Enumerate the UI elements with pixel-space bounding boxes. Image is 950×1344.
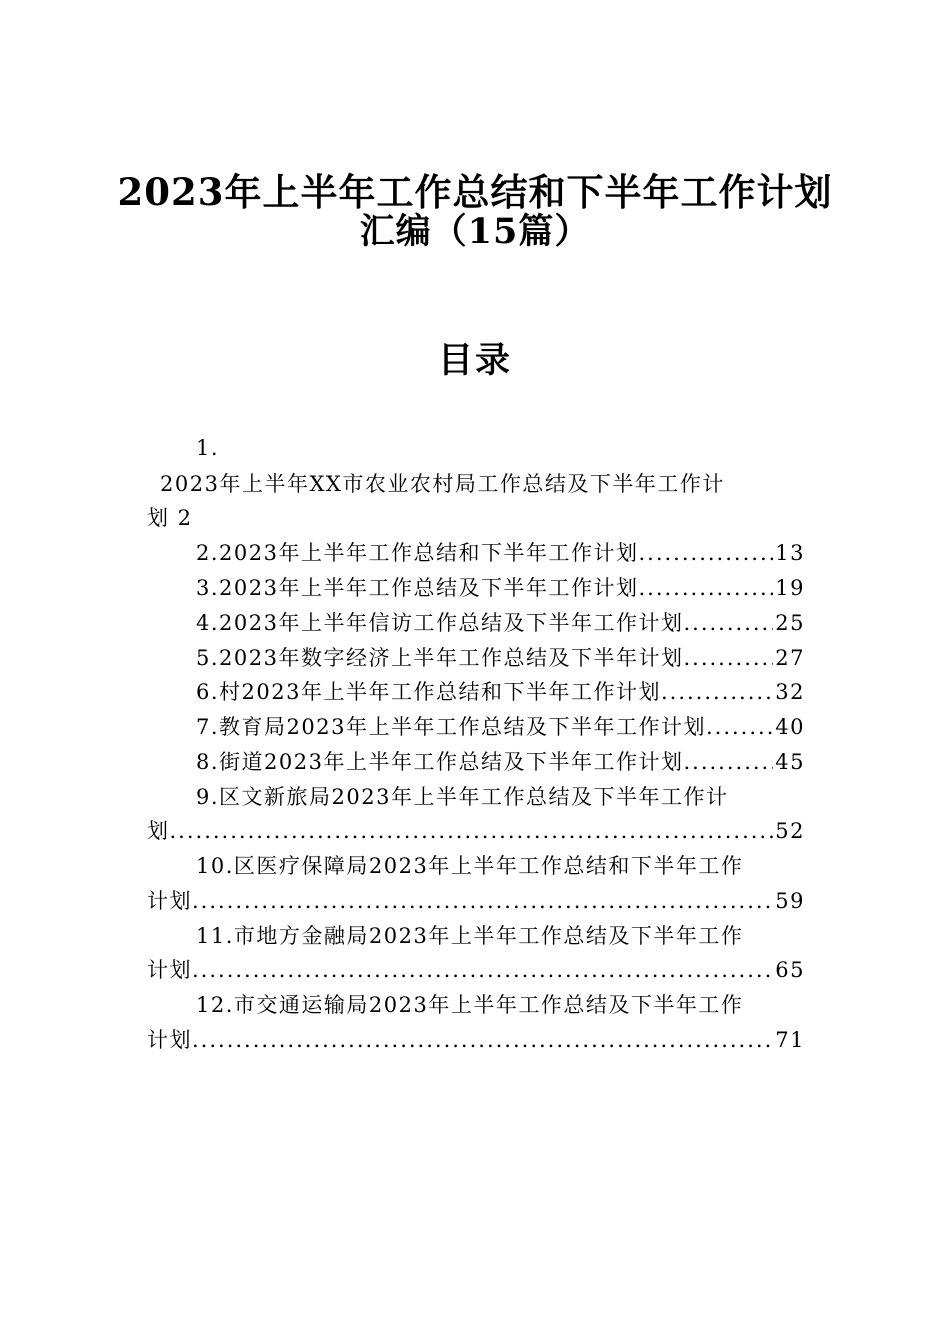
toc-item-cont[interactable] bbox=[147, 1026, 805, 1054]
toc-item-title: 7.教育局2023年上半年工作总结及下半年工作计划 bbox=[196, 715, 706, 739]
toc-page-number: 52 bbox=[775, 819, 805, 843]
toc-item[interactable] bbox=[196, 539, 805, 567]
toc-item-title: 3.2023年上半年工作总结及下半年工作计划 bbox=[196, 576, 639, 600]
dot-leader bbox=[170, 817, 774, 845]
dot-leader bbox=[638, 574, 773, 602]
toc-item-title: 5.2023年数字经济上半年工作总结及下半年计划 bbox=[196, 646, 684, 670]
dot-leader bbox=[192, 887, 773, 915]
toc-item-title[interactable]: 12.市交通运输局2023年上半年工作总结及下半年工作 bbox=[196, 993, 744, 1017]
toc-item-1-title[interactable]: 2023年上半年XX市农业农村局工作总结及下半年工作计 bbox=[160, 472, 725, 496]
toc-item-title[interactable]: 11.市地方金融局2023年上半年工作总结及下半年工作 bbox=[196, 924, 744, 948]
toc-item-1-number[interactable]: 1. bbox=[196, 436, 220, 460]
toc-item-title[interactable]: 10.区医疗保障局2023年上半年工作总结和下半年工作 bbox=[196, 854, 744, 878]
dot-leader bbox=[661, 678, 773, 706]
toc-item-cont[interactable] bbox=[147, 817, 805, 845]
toc-item-cont[interactable] bbox=[147, 956, 805, 984]
toc-heading: 目录 bbox=[437, 340, 512, 381]
toc-page-number: 45 bbox=[775, 750, 805, 774]
dot-leader bbox=[706, 713, 773, 741]
toc-page-number: 25 bbox=[775, 611, 805, 635]
dot-leader bbox=[192, 1026, 773, 1054]
document-title: 2023年上半年工作总结和下半年工作计划 bbox=[117, 170, 833, 214]
toc-page-number: 65 bbox=[775, 958, 805, 982]
toc-item-title-cont: 计划 bbox=[147, 958, 192, 982]
dot-leader bbox=[683, 644, 773, 672]
toc-page-number: 19 bbox=[775, 576, 805, 600]
toc-item-title: 6.村2023年上半年工作总结和下半年工作计划 bbox=[196, 680, 661, 704]
toc-page-number: 27 bbox=[775, 646, 805, 670]
toc-page-number: 40 bbox=[775, 715, 805, 739]
toc-item-title: 8.街道2023年上半年工作总结及下半年工作计划 bbox=[196, 750, 684, 774]
toc-item-title-cont: 计划 bbox=[147, 889, 192, 913]
toc-item[interactable] bbox=[196, 609, 805, 637]
toc-item[interactable] bbox=[196, 748, 805, 776]
dot-leader bbox=[683, 748, 773, 776]
toc-item[interactable] bbox=[196, 644, 805, 672]
toc-page-number: 71 bbox=[775, 1028, 805, 1052]
toc-item[interactable] bbox=[196, 713, 805, 741]
toc-page-number: 59 bbox=[775, 889, 805, 913]
toc-item-1-title-cont[interactable]: 划 2 bbox=[147, 506, 193, 530]
toc-item-title-cont: 划 bbox=[147, 819, 170, 843]
toc-item-title[interactable]: 9.区文新旅局2023年上半年工作总结及下半年工作计 bbox=[196, 785, 729, 809]
dot-leader bbox=[192, 956, 773, 984]
toc-item-title-cont: 计划 bbox=[147, 1028, 192, 1052]
dot-leader bbox=[638, 539, 773, 567]
toc-item-cont[interactable] bbox=[147, 887, 805, 915]
toc-page-number: 32 bbox=[775, 680, 805, 704]
toc-page-number: 13 bbox=[775, 541, 805, 565]
document-title-line2: 汇编（15篇） bbox=[359, 211, 591, 252]
dot-leader bbox=[683, 609, 773, 637]
toc-item-title: 4.2023年上半年信访工作总结及下半年工作计划 bbox=[196, 611, 684, 635]
toc-item[interactable] bbox=[196, 574, 805, 602]
toc-item[interactable] bbox=[196, 678, 805, 706]
toc-item-title: 2.2023年上半年工作总结和下半年工作计划 bbox=[196, 541, 639, 565]
